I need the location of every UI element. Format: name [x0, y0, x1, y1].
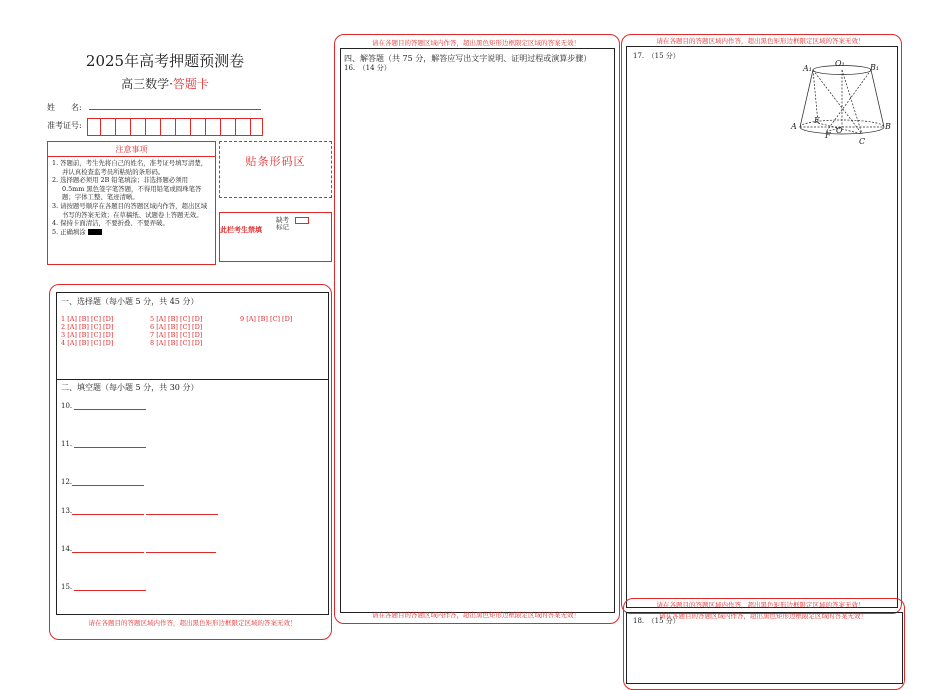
right-warning-bottom: 请在各题目的答题区域内作答，超出黑色矩形边框限定区域的答案无效！	[656, 601, 865, 609]
blank-11[interactable]: 11.	[61, 440, 146, 448]
section-divider	[56, 379, 329, 380]
notice-item: 5. 正确填涂	[52, 228, 211, 237]
subject-prefix: 高三数学·	[121, 77, 173, 91]
blank-10[interactable]: 10.	[61, 402, 146, 410]
notice-box	[47, 141, 216, 265]
fig-label-A: A	[791, 122, 797, 131]
exam-id-label: 准考证号:	[47, 121, 82, 130]
notice-item: 2. 选择题必须用 2B 铅笔填涂；非选择题必须用 0.5mm 黑色签字笔答题，不得用铅笔或圆珠笔答题；字体工整、笔迹清晰。	[52, 176, 202, 202]
notice-item: 4. 保持卡面清洁，不要折叠、不要弄破。	[52, 219, 169, 228]
choice-row[interactable]: 1 [A] [B] [C] [D]	[61, 315, 114, 323]
choice-row[interactable]: 7 [A] [B] [C] [D]	[150, 331, 203, 339]
question-18-label: 18. （15 分）	[633, 617, 680, 625]
blank-12[interactable]: 12.	[61, 478, 144, 486]
barcode-label: 贴条形码区	[245, 155, 306, 168]
choice-row[interactable]: 9 [A] [B] [C] [D]	[240, 315, 293, 323]
right-warning-top: 请在各题目的答题区域内作答，超出黑色矩形边框限定区域的答案无效！	[656, 37, 865, 45]
middle-warning-top: 请在各题目的答题区域内作答，超出黑色矩形边框限定区域的答案无效！	[372, 39, 580, 47]
fig-label-C: C	[859, 137, 866, 146]
exam-subtitle	[0, 75, 330, 92]
q18-warning-top: 请在各题目的答题区域内作答，超出黑色矩形边框限定区域的答案无效！	[659, 612, 867, 620]
choice-section-heading: 一、选择题（每小题 5 分，共 45 分）	[61, 297, 199, 306]
subject-suffix: 答题卡	[172, 77, 209, 91]
choice-row[interactable]: 2 [A] [B] [C] [D]	[61, 323, 114, 331]
fig-label-E: E	[814, 116, 820, 125]
left-warning: 请在各题目的答题区域内作答，超出黑色矩形边框限定区域的答案无效！	[88, 619, 297, 627]
question-17-label: 17. （15 分）	[633, 52, 680, 60]
choice-col-1[interactable]	[61, 315, 113, 347]
choice-row[interactable]: 6 [A] [B] [C] [D]	[150, 323, 203, 331]
blank-15[interactable]: 15.	[61, 583, 146, 591]
choice-row[interactable]: 4 [A] [B] [C] [D]	[61, 339, 114, 347]
blank-13[interactable]: 13.	[61, 507, 218, 515]
exam-title: 2025年高考押题预测卷	[85, 52, 245, 70]
absent-mark-label: 缺考标记	[276, 216, 289, 231]
choice-row[interactable]: 3 [A] [B] [C] [D]	[61, 331, 114, 339]
absent-forbid-label: 此栏考生禁填	[220, 225, 262, 234]
fill-section-heading: 二、填空题（每小题 5 分，共 30 分）	[61, 383, 199, 392]
fig-label-F: F	[825, 131, 831, 140]
blank-14[interactable]: 14.	[61, 545, 216, 553]
notice-item: 3. 请按题号顺序在各题目的答题区域内作答，超出区域书写的答案无效；在草稿纸、试题卷上答题无效。	[52, 201, 208, 219]
filled-bubble-sample	[88, 229, 102, 235]
choice-row[interactable]: 8 [A] [B] [C] [D]	[150, 339, 203, 347]
choice-col-2[interactable]	[150, 315, 202, 347]
notice-list	[48, 157, 215, 236]
question-16-label: 16. （14 分）	[344, 64, 391, 72]
middle-answer-frame[interactable]	[340, 48, 615, 613]
notice-title: 注意事项	[48, 142, 215, 157]
notice-item: 1. 答题前，考生先将自己的姓名，准考证号填写清楚，并认真检查监考员所粘贴的条形码。	[52, 159, 208, 176]
barcode-area	[219, 141, 332, 198]
frustum-figure	[790, 56, 896, 148]
fig-label-B1: B₁	[870, 63, 880, 72]
fig-label-O: O	[836, 126, 843, 135]
choice-row[interactable]: 5 [A] [B] [C] [D]	[150, 315, 203, 323]
fig-label-O1: O₁	[835, 59, 845, 68]
choice-col-3[interactable]	[240, 315, 292, 323]
middle-warning-bottom: 请在各题目的答题区域内作答，超出黑色矩形边框限定区域的答案无效！	[372, 611, 580, 619]
absent-box	[219, 212, 332, 262]
exam-id-boxes[interactable]	[87, 118, 263, 136]
fig-label-B: B	[885, 122, 891, 131]
solve-section-heading: 四、解答题（共 75 分，解答应写出文字说明、证明过程或演算步骤）	[344, 54, 592, 63]
name-field[interactable]	[89, 109, 261, 110]
fig-label-A1: A₁	[803, 64, 812, 73]
name-label: 姓 名:	[47, 103, 82, 112]
absent-mark-box[interactable]	[295, 217, 309, 224]
